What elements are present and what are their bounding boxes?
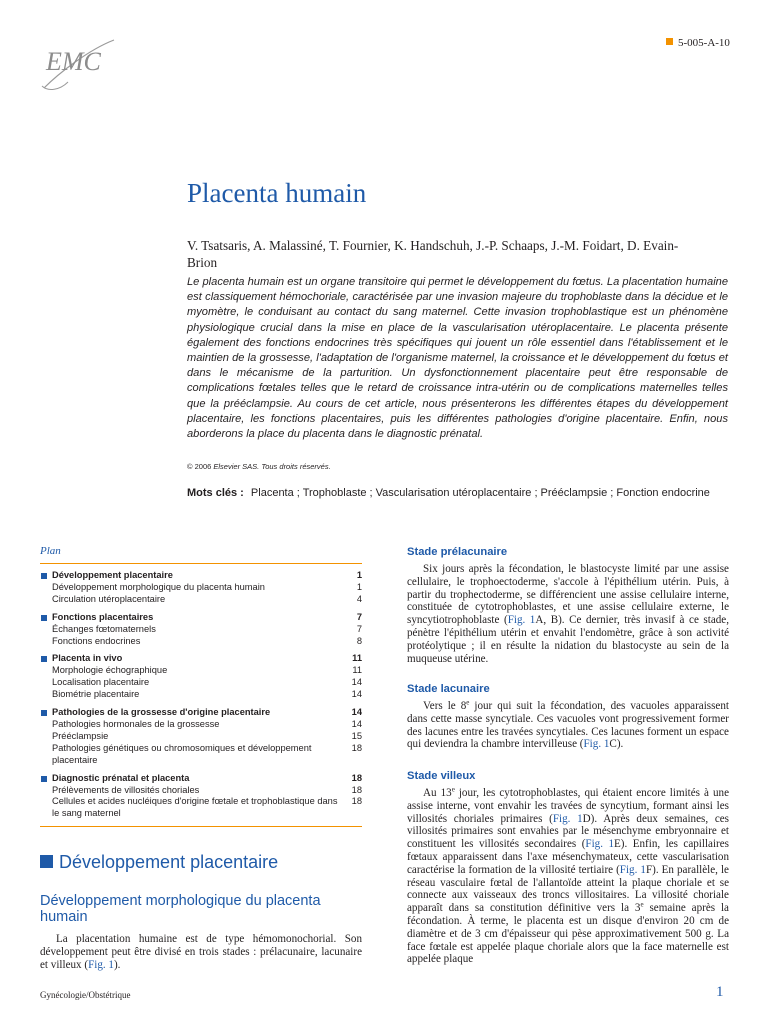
plan-section (40, 773, 362, 821)
plan-entry-page: 14 (351, 718, 362, 729)
figure-link[interactable]: Fig. 1 (507, 614, 536, 627)
orange-square-icon (666, 38, 673, 45)
paragraph-text: Vers le 8 (423, 700, 467, 712)
keywords-label: Mots clés : (187, 487, 244, 499)
plan-entry-label: Pathologies hormonales de la grossesse (52, 718, 220, 729)
plan-entry-label: Échanges fœtomaternels (52, 623, 156, 634)
emc-logo-graphic (38, 36, 118, 94)
plan-entry-label: Prélèvements de villosités choriales (52, 784, 200, 795)
abstract: Le placenta humain est un organe transitoire qui permet le développement du fœtus. La placentation humaine est classiquement hémochoriale, caractérisée par une invasion majeure du trophoblaste dans la décidue et le myomètre, le conduisant au contact du sang maternel. Cette invasion trophoblastique est un phénomène physiologique crucial dans la mise en place de la vascularisation utéroplacentaire. Le placenta présente également des fonctions endocrines très spécifiques qui jouent un rôle essentiel dans l'établissement et le maintien de la grossesse, l'adaptation de l'organisme maternel, la croissance et le développement du fœtus et dans le mécanisme de la parturition. Un dysfonctionnement placentaire peut être responsable de complications fœtales telles que le retard de croissance intra-utérin ou de complications maternelles telles que la prééclampsie. Au cours de cet article, nous présenterons les différentes étapes du développement placentaire, les fonctions placentaires, puis les différentes pathologies d'origine placentaire. Enfin, nous aborderons la place du placenta dans le diagnostic prénatal. (187, 276, 728, 441)
copyright-holder: Elsevier SAS. Tous droits réservés. (213, 462, 331, 471)
article-title: Placenta humain (187, 178, 367, 208)
superscript: e (640, 900, 644, 909)
logo-text: EMC (46, 47, 101, 76)
plan-entry-page: 15 (351, 730, 362, 741)
table-of-contents (40, 545, 362, 827)
document-reference (666, 37, 730, 49)
paragraph-text: E). Enfin, les capillaires fœtaux apparaissent dans l'axe mésenchymateux, cette vascularisation caractérise la formation de la villosité tertiaire ( (407, 838, 729, 876)
plan-subsection-entry[interactable] (40, 719, 362, 731)
figure-link[interactable]: Fig. 1 (619, 863, 646, 876)
plan-entry-page: 14 (351, 707, 362, 718)
copyright (187, 462, 331, 471)
paragraph-text-end: ). (113, 958, 121, 971)
paragraph-text: A, B). Ce dernier, très invasif à ce stade, pénètre l'épithélium utérin et envahit l'endomètre, grâce à son activité protéolytique ; il en résulte la nidation du blastocyste au sein de la muqueuse utérine. (407, 614, 729, 665)
keywords (187, 487, 710, 499)
plan-entry-label: Placenta in vivo (40, 653, 130, 665)
plan-entry-label: Diagnostic prénatal et placenta (40, 773, 197, 785)
plan-subsection-entry[interactable] (40, 636, 362, 648)
plan-entry-label: Cellules et acides nucléiques d'origine fœtale et trophoblastique dans le sang maternel (52, 796, 338, 819)
plan-subsection-entry[interactable] (40, 796, 362, 820)
plan-section-entry[interactable] (40, 773, 362, 785)
plan-subsection-entry[interactable] (40, 665, 362, 677)
keywords-list: Placenta ; Trophoblaste ; Vascularisation utéroplacentaire ; Prééclampsie ; Fonction endocrine (250, 487, 710, 499)
plan-entry-label: Circulation utéroplacentaire (52, 593, 166, 604)
intro-paragraph (40, 933, 362, 971)
plan-entry-page: 18 (351, 784, 362, 795)
authors: V. Tsatsaris, A. Malassiné, T. Fournier, K. Handschuh, J.-P. Schaaps, J.-M. Foidart, D. Evain-Brion (187, 238, 679, 270)
plan-entry-label: Fonctions placentaires (40, 612, 161, 624)
plan-title: Plan (40, 545, 61, 557)
plan-section (40, 570, 362, 606)
plan-entry-page: 11 (352, 653, 362, 664)
paragraph-text: Six jours après la fécondation, le blastocyste limité par une assise cellulaire, le trophoectoderme, s'accole à l'épithélium utérin. Puis, à partir du trophectoderme, se différencient une assise cellulaire interne, constituée de cytotrophoblastes, et une assise cellulaire externe, le syncytiotrophoblaste ( (407, 563, 729, 627)
plan-subsection-entry[interactable] (40, 582, 362, 594)
section-heading-text: Développement placentaire (59, 852, 279, 872)
plan-subsection-entry[interactable] (40, 743, 362, 767)
heading-stade-lacunaire: Stade lacunaire (407, 683, 490, 695)
plan-section-entry[interactable] (40, 570, 362, 582)
figure-link[interactable]: Fig. 1 (583, 738, 610, 751)
plan-entry-page: 7 (356, 611, 362, 622)
plan-entry-page: 7 (356, 623, 362, 634)
paragraph-villeux (407, 787, 729, 966)
figure-link[interactable]: Fig. 1 (552, 812, 583, 825)
heading-stade-prelacunaire: Stade prélacunaire (407, 546, 508, 558)
plan-entry-page: 1 (356, 570, 362, 580)
paragraph-text: jour qui suit la fécondation, des vacuoles apparaissent dans cette masse syncytiale. Ces vacuoles vont progressivement former des lacunes entre les travées syncytiales. Ces lacunes forment un espace qui deviendra la chambre intervilleuse ( (407, 700, 729, 751)
plan-subsection-entry[interactable] (40, 677, 362, 689)
page-number: 1 (716, 984, 724, 1000)
plan-entry-page: 18 (351, 742, 362, 753)
plan-subsection-entry[interactable] (40, 594, 362, 606)
plan-entry-page: 1 (356, 581, 362, 592)
plan-section-entry[interactable] (40, 653, 362, 665)
plan-entry-label: Prééclampsie (52, 730, 109, 741)
plan-entry-page: 4 (356, 593, 362, 604)
copyright-year: © 2006 (187, 462, 212, 471)
superscript: e (451, 785, 455, 794)
plan-section (40, 612, 362, 648)
paragraph-text: semaine après la fécondation. À terme, le placenta est un disque d'environ 20 cm de diamètre et de 3 cm d'épaisseur qui pèse approximativement 500 g. La face fœtale est appelée plaque choriale alors que la face maternelle est appelée plaque (407, 902, 729, 966)
paragraph-text: F). En parallèle, le réseau vasculaire fœtal de l'allantoïde atteint la plaque choriale et se connecte aux vaisseaux des troncs villositaires. La villosité choriale apparaît dans sa constitution définitive vers la 3 (407, 863, 729, 915)
paragraph-text: C). (609, 738, 624, 751)
plan-entry-page: 8 (356, 635, 362, 646)
plan-entry-label: Développement placentaire (40, 570, 181, 582)
plan-section-entry[interactable] (40, 707, 362, 719)
plan-entry-label: Morphologie échographique (52, 665, 168, 676)
plan-entry-label: Pathologies de la grossesse d'origine placentaire (40, 707, 278, 719)
plan-entry-page: 18 (351, 796, 362, 807)
plan-entry-label: Pathologies génétiques ou chromosomiques et développement placentaire (52, 742, 312, 765)
subsection-heading: Développement morphologique du placenta humain (40, 893, 321, 925)
section-heading (40, 852, 278, 873)
plan-subsection-entry[interactable] (40, 731, 362, 743)
emc-logo (38, 36, 118, 94)
heading-stade-villeux: Stade villeux (407, 770, 476, 782)
plan-bottom-rule (40, 826, 362, 827)
figure-link[interactable]: Fig. 1 (88, 958, 114, 971)
plan-section (40, 653, 362, 701)
paragraph-lacunaire (407, 700, 729, 751)
plan-entry-label: Biométrie placentaire (52, 689, 140, 700)
plan-subsection-entry[interactable] (40, 689, 362, 701)
plan-section (40, 707, 362, 767)
paragraph-text: Au 13 (423, 787, 452, 799)
plan-top-rule (40, 563, 362, 564)
plan-entry-label: Développement morphologique du placenta humain (52, 581, 265, 592)
doc-ref-text: 5-005-A-10 (678, 37, 730, 49)
figure-link[interactable]: Fig. 1 (585, 838, 614, 851)
plan-entry-page: 14 (351, 677, 362, 688)
blue-square-icon (40, 855, 53, 868)
plan-entry-label: Fonctions endocrines (52, 635, 141, 646)
plan-sections (40, 570, 362, 820)
plan-entry-page: 14 (351, 689, 362, 700)
plan-section-entry[interactable] (40, 612, 362, 624)
plan-subsection-entry[interactable] (40, 624, 362, 636)
paragraph-text: La placentation humaine est de type hémomonochorial. Son développement peut être divisé en trois stades : prélacunaire, lacunaire et villeux ( (40, 933, 362, 971)
plan-entry-page: 18 (351, 772, 362, 783)
paragraph-prelacunaire (407, 563, 729, 665)
paragraph-text: jour, les cytotrophoblastes, qui étaient encore limités à une assise interne, vont envahir les travées de syncytium, formant ainsi les villosités choriales primaires ( (407, 787, 729, 825)
paragraph-text: D). Après deux semaines, ces villosités primaires sont envahies par le mésenchyme embryonnaire et constituent les villosités secondaires ( (407, 812, 729, 851)
plan-entry-page: 11 (352, 665, 362, 676)
plan-subsection-entry[interactable] (40, 785, 362, 797)
plan-entry-label: Localisation placentaire (52, 677, 150, 688)
superscript: e (466, 698, 470, 707)
journal-name: Gynécologie/Obstétrique (40, 990, 131, 1000)
